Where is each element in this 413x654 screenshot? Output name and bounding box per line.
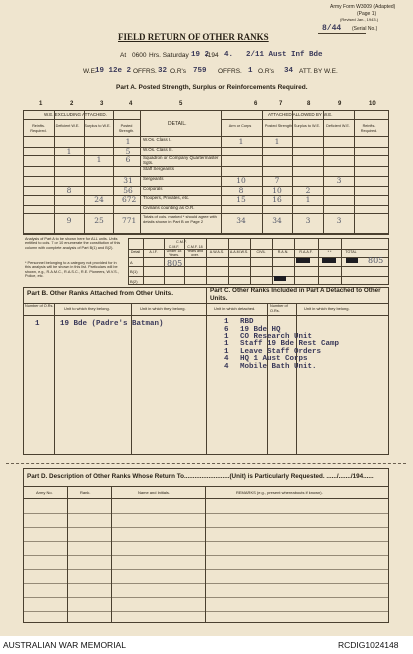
analysis-header: CIVIL	[256, 250, 266, 254]
column-number: 10	[369, 101, 376, 107]
part-c-entry-unit: CO Research Unit	[240, 333, 313, 341]
part-a-title: Part A. Posted Strength, Surplus or Reinforcements Required.	[116, 84, 308, 91]
right-column-header: Reinfts. Required.	[360, 124, 378, 133]
row-value: 771	[122, 216, 137, 225]
analysis-rule	[128, 276, 389, 277]
date-year: 4.	[224, 51, 234, 59]
form-title: FIELD RETURN OF OTHER RANKS	[118, 32, 269, 42]
part-c-entry-number: 1	[224, 340, 229, 348]
analysis-header: A.W.A.S.	[209, 250, 225, 254]
ors2-value: 34	[284, 67, 294, 75]
analysis-rule	[143, 238, 144, 285]
analysis-header: R.A.A.F.	[299, 250, 313, 254]
part-d-header-remarks: REMARKS (e.g., present whereabouts if known).	[236, 490, 323, 495]
part-c-entry-number: 4	[224, 363, 229, 371]
part-d-row-rule	[23, 527, 389, 528]
analysis-rule	[228, 238, 229, 285]
unit-name: 2/11 Aust Inf Bde	[246, 51, 323, 59]
row-detail: Corporals	[143, 186, 163, 191]
revision-note: (Revised Jan., 1943.)	[340, 17, 379, 22]
row-detail: Sergeants	[143, 176, 164, 181]
offrs2-value: 1	[248, 67, 253, 75]
left-column-header: Surplus to W.E.	[84, 124, 111, 128]
ors2-label: O.R's	[258, 68, 275, 75]
row-value: 31	[123, 176, 133, 185]
analysis-rule	[294, 238, 295, 285]
part-c-header-detached: Unit in which detached.	[214, 306, 256, 311]
column-number: 3	[100, 101, 104, 107]
row-value: 3	[305, 216, 311, 225]
ors-value: 759	[193, 67, 207, 75]
offrs-label: OFFRS.	[133, 68, 157, 75]
serial-number-value: 8/44	[322, 24, 342, 33]
column-number: 7	[279, 101, 283, 107]
analysis-note: Analysis of Part A to be shown here for ALL units. Units entitled to cols. 7 or 10 enumerate the constitution of this column with complete analysis of Part B(1) and B(2).	[25, 237, 121, 250]
part-d-row-rule	[23, 611, 389, 612]
right-column-header: Surplus to W.E.	[293, 124, 321, 128]
row-detail: Totals of cols. marked * should agree with details shown in Part B on Page 2	[143, 214, 217, 224]
row-value: 672	[122, 195, 137, 204]
column-rule	[140, 110, 141, 234]
column-rule	[84, 110, 85, 234]
detail-header: DETAIL.	[168, 121, 187, 127]
row-rule	[23, 234, 389, 235]
analysis-footnote: * Personnel belonging to a category not provided for in this analysis will be shown in this list. Particulars will be shown, e.g., R.A.M.C., R.A.S.C., R.E. Pioneers, W.V.S., Police, etc.	[25, 261, 119, 279]
redaction-mark	[296, 258, 310, 263]
ors-label: O.R's	[170, 68, 187, 75]
row-value: 5	[125, 147, 131, 156]
row-value: 1	[96, 155, 102, 164]
row-value: 25	[94, 216, 104, 225]
row-value: 1	[238, 137, 244, 146]
part-c-header-belong: Unit in which they belong.	[304, 306, 350, 311]
analysis-rule	[341, 238, 342, 285]
part-c-entry-unit: RBD	[240, 318, 254, 326]
analysis-header: R.A.N.	[277, 250, 289, 254]
part-d-row-rule	[23, 513, 389, 514]
analysis-header: A.A.M.W.S.	[229, 250, 249, 254]
part-c-entry-number: 1	[224, 318, 229, 326]
part-d-table	[23, 468, 389, 623]
row-value: 10	[272, 186, 282, 195]
analysis-header: C.M.F. Under 18 Years.	[166, 245, 182, 257]
part-b-title: Part B. Other Ranks Attached from Other Units.	[27, 290, 174, 297]
row-value: 2	[305, 186, 311, 195]
row-detail: W.Os. Class I.	[143, 137, 172, 142]
part-d-row-rule	[23, 555, 389, 556]
offrs-value: 32	[158, 67, 168, 75]
footer-source: AUSTRALIAN WAR MEMORIAL	[3, 640, 126, 650]
analysis-row-label: B(2)	[130, 279, 138, 284]
analysis-row-label: A	[130, 260, 133, 265]
part-c-entry-unit: Mobile Bath Unit.	[240, 363, 317, 371]
form-reference: Army Form W3009 (Adapted)	[330, 4, 396, 10]
part-c-entry-unit: Staff 19 Bde Rest Camp	[240, 340, 340, 348]
date-day: 19 2	[191, 51, 210, 59]
group-left-label: W.E. EXCLUDING ATTACHED.	[44, 112, 107, 117]
part-c-entry-unit: Leave Staff Orders	[240, 348, 322, 356]
part-b-entry-unit: 19 Bde (Padre's Batman)	[60, 320, 164, 328]
row-value: 9	[66, 216, 72, 225]
part-c-entry-number: 1	[224, 348, 229, 356]
row-value: 8	[66, 186, 72, 195]
column-rule	[113, 110, 114, 234]
row-value: 8	[238, 186, 244, 195]
archive-footer	[0, 636, 413, 654]
part-b-header-unit: Unit to which they belong.	[64, 306, 110, 311]
part-d-header-name: Name and Initials.	[138, 490, 171, 495]
total-strength: 805	[368, 256, 384, 265]
row-detail: Squadron or Company Quartermaster Sgts.	[143, 155, 219, 165]
part-c-entry-unit: HQ 1 Aust Corps	[240, 355, 308, 363]
part-d-header-army-no: Army No.	[36, 490, 53, 495]
row-value: 1	[66, 147, 72, 156]
analysis-rule	[206, 238, 207, 285]
year-prefix: /194	[206, 52, 219, 59]
row-value: 34	[236, 216, 246, 225]
row-value: 1	[125, 137, 131, 146]
row-detail: Staff Sergeants	[143, 166, 174, 171]
offrs2-label: OFFRS.	[218, 68, 242, 75]
column-rule	[221, 110, 222, 234]
row-value: 3	[336, 176, 342, 185]
row-value: 56	[123, 186, 133, 195]
group-right-label: ATTACHED ALLOWED BY W.E.	[268, 112, 333, 117]
left-column-header: Reinfts. Required.	[30, 124, 47, 133]
column-number: 9	[338, 101, 342, 107]
row-value: 7	[274, 176, 280, 185]
redaction-mark	[274, 276, 286, 281]
column-number: 4	[129, 101, 133, 107]
analysis-header: * *	[327, 250, 332, 254]
analysis-header: A.I.F.	[149, 250, 158, 254]
part-d-row-rule	[23, 541, 389, 542]
row-detail: W.Os. Class II.	[143, 147, 173, 152]
aif-strength: 805	[167, 259, 183, 268]
row-value: 34	[272, 216, 282, 225]
row-value: 1	[305, 195, 311, 204]
column-number: 5	[179, 101, 183, 107]
column-rule	[354, 110, 355, 234]
we-label: W.E.	[83, 68, 97, 75]
column-number: 2	[70, 101, 74, 107]
part-c-entry-number: 6	[224, 326, 229, 334]
column-rule	[54, 110, 55, 234]
row-value: 3	[336, 216, 342, 225]
row-value: 15	[236, 195, 246, 204]
part-d-row-rule	[23, 569, 389, 570]
analysis-rule	[272, 238, 273, 285]
page-number: (Page 1)	[357, 11, 377, 17]
analysis-header: C.M.F. 18 Years and over.	[186, 245, 204, 257]
at-label: At	[120, 52, 127, 59]
row-detail: Troopers, Privates, etc.	[143, 195, 190, 200]
row-value: 1	[274, 137, 280, 146]
analysis-row-label: B(1)	[130, 269, 138, 274]
part-b-entry-number: 1	[35, 320, 40, 328]
right-column-header: Deficient W.E.	[326, 124, 350, 128]
left-column-header: Posted Strength.	[118, 124, 135, 133]
part-c-title: Part C. Other Ranks Included in Part A Detached to Other Units.	[210, 287, 381, 302]
serial-number-label: (Serial No.)	[352, 26, 378, 32]
part-c-entry-number: 4	[224, 355, 229, 363]
right-column-header: Posted Strength.	[264, 124, 294, 128]
part-d-title: Part D. Description of Other Ranks Whose Return To..........................(Unit) is Particularly Requested. ....../......./194......	[27, 473, 374, 480]
row-detail: Civilians counting as O.R.	[143, 205, 195, 210]
footer-id: RCDIG1024148	[338, 640, 399, 650]
part-b-header-belong: Unit in which they belong.	[140, 306, 186, 311]
part-c-header-number: Number of O.Rs.	[270, 304, 288, 313]
column-number: 8	[307, 101, 311, 107]
row-value: 6	[125, 155, 131, 164]
left-column-header: Deficient W.E.	[55, 124, 80, 128]
analysis-header: Detail	[130, 250, 141, 254]
row-value: 10	[236, 176, 246, 185]
cmf-group-label: C.M.F.	[176, 240, 187, 244]
part-d-row-rule	[23, 583, 389, 584]
row-value: 24	[94, 195, 104, 204]
column-number: 6	[254, 101, 258, 107]
part-b-header-number: Number of O.Rs.	[25, 304, 54, 308]
analysis-rule	[318, 238, 319, 285]
part-d-row-rule	[23, 597, 389, 598]
we-value: 19 12e 2	[95, 67, 132, 75]
analysis-rule	[250, 238, 251, 285]
column-rule	[292, 110, 293, 234]
redaction-mark	[346, 258, 358, 263]
tear-line	[6, 463, 406, 464]
analysis-header: TOTAL	[345, 250, 357, 254]
att-label: ATT. BY W.E.	[299, 68, 338, 75]
column-rule	[262, 110, 263, 234]
column-rule	[323, 110, 324, 234]
row-value: 16	[272, 195, 282, 204]
part-c-entry-unit: 19 Bde HQ	[240, 326, 281, 334]
part-c-entry-number: 1	[224, 333, 229, 341]
redaction-mark	[322, 258, 336, 263]
column-number: 1	[39, 101, 43, 107]
at-time: 0600	[132, 52, 147, 59]
right-column-header: Arm or Corps	[228, 124, 252, 128]
part-d-header-rank: Rank.	[80, 490, 91, 495]
hrs-label: Hrs. Saturday	[149, 52, 189, 59]
